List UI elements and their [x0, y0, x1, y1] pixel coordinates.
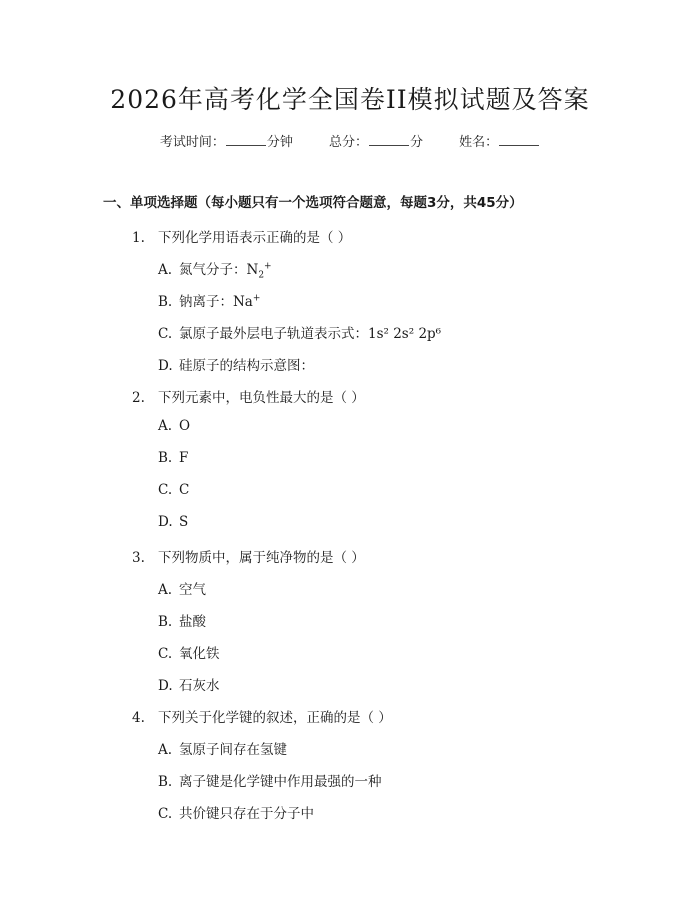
option-2a: [158, 418, 190, 434]
option-text: C: [179, 482, 190, 498]
option-text: 盐酸: [179, 614, 206, 630]
option-letter: D.: [158, 514, 173, 530]
question-1: [132, 226, 351, 246]
exam-time-blank: [226, 134, 266, 146]
option-2b: [158, 450, 188, 466]
option-2c: [158, 482, 189, 498]
option-letter: A.: [158, 418, 173, 434]
option-letter: B.: [158, 774, 173, 790]
option-letter: C.: [158, 806, 173, 822]
option-letter: A.: [158, 262, 173, 278]
option-1a: [158, 258, 272, 281]
option-letter: C.: [158, 646, 173, 662]
option-3b: [158, 610, 206, 630]
question-number: 1.: [132, 230, 145, 246]
option-text: O: [179, 418, 191, 434]
option-text: 氮气分子：N: [179, 262, 259, 278]
question-number: 4.: [132, 710, 145, 726]
option-text: 共价键只存在于分子中: [179, 806, 314, 822]
name-blank: [499, 134, 539, 146]
option-text: 离子键是化学键中作用最强的一种: [179, 774, 382, 790]
exam-info-line: [0, 131, 700, 150]
question-text: 下列化学用语表示正确的是（ ）: [158, 230, 352, 246]
option-text: 空气: [179, 582, 206, 598]
name-field: [459, 131, 540, 150]
page-title: 2026年高考化学全国卷II模拟试题及答案: [110, 85, 590, 114]
question-4: [132, 706, 392, 726]
option-letter: B.: [158, 450, 173, 466]
option-3c: [158, 642, 220, 662]
option-3d: [158, 674, 220, 694]
option-text: 氯原子最外层电子轨道表示式：1s² 2s² 2p⁶: [179, 326, 442, 342]
option-letter: D.: [158, 358, 173, 374]
question-text: 下列元素中，电负性最大的是（ ）: [158, 390, 365, 406]
option-text: 钠离子：Na: [179, 294, 253, 310]
exam-time-label: 考试时间：: [159, 135, 225, 150]
option-4b: [158, 770, 382, 790]
option-letter: D.: [158, 678, 173, 694]
option-4a: [158, 738, 287, 758]
option-letter: B.: [158, 294, 173, 310]
option-text: 石灰水: [179, 678, 220, 694]
option-1b: [158, 290, 260, 310]
question-text: 下列关于化学键的叙述，正确的是（ ）: [158, 710, 392, 726]
total-score-unit: 分: [410, 135, 424, 150]
option-1c: [158, 322, 441, 342]
exam-time-unit: 分钟: [266, 135, 293, 150]
option-3a: [158, 578, 206, 598]
option-2d: [158, 514, 188, 530]
total-score-field: [329, 131, 423, 150]
section-heading: 一、单项选择题（每小题只有一个选项符合题意，每题3分，共45分）: [103, 195, 523, 211]
exam-time-field: [160, 131, 293, 150]
question-2: [132, 386, 365, 406]
option-4c: [158, 802, 314, 822]
option-superscript: +: [252, 293, 261, 304]
option-subscript: 2: [258, 270, 265, 281]
question-text: 下列物质中，属于纯净物的是（ ）: [158, 550, 365, 566]
option-letter: B.: [158, 614, 173, 630]
option-letter: C.: [158, 326, 173, 342]
option-text: F: [179, 450, 189, 466]
total-score-label: 总分：: [328, 135, 368, 150]
option-text: S: [179, 514, 189, 530]
option-letter: C.: [158, 482, 173, 498]
question-3: [132, 546, 365, 566]
option-text: 氧化铁: [179, 646, 220, 662]
option-letter: A.: [158, 582, 173, 598]
option-superscript: +: [264, 261, 272, 272]
question-number: 2.: [132, 390, 145, 406]
name-label: 姓名：: [459, 135, 499, 150]
option-text: 氢原子间存在氢键: [179, 742, 287, 758]
question-number: 3.: [132, 550, 145, 566]
total-score-blank: [369, 134, 409, 146]
option-text: 硅原子的结构示意图：: [179, 358, 314, 374]
option-letter: A.: [158, 742, 173, 758]
option-1d: [158, 354, 314, 374]
